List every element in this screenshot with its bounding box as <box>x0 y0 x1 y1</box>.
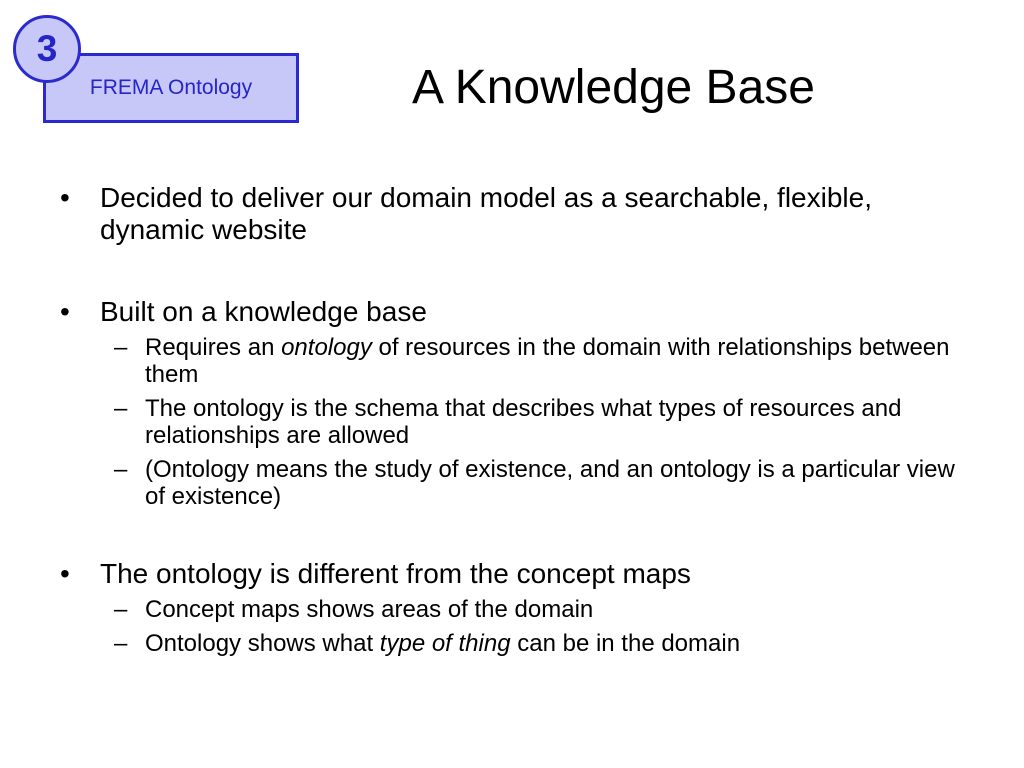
sub-marker: – <box>114 596 128 623</box>
sub-text: can be in the domain <box>510 630 741 657</box>
sub-item <box>100 596 980 623</box>
bullet-item <box>60 558 980 657</box>
sub-text: (Ontology means the study of existence, and an ontology is a particular view of existence) <box>145 456 955 510</box>
sub-item <box>100 334 980 388</box>
bullet-text: The ontology is different from the concept maps <box>100 558 691 589</box>
sub-text: The ontology is the schema that describes what types of resources and relationships are allowed <box>145 395 902 449</box>
bullet-list <box>60 182 980 657</box>
sub-emphasis: type of thing <box>379 630 511 657</box>
sub-marker: – <box>114 395 128 422</box>
bullet-text: Built on a knowledge base <box>100 296 427 327</box>
section-tag <box>43 53 299 123</box>
section-number-badge <box>13 15 81 83</box>
sub-text: Concept maps shows areas of the domain <box>145 596 594 623</box>
bullet-text: Decided to deliver our domain model as a searchable, flexible, dynamic website <box>100 182 872 245</box>
sub-item <box>100 456 980 510</box>
sub-item <box>100 395 980 449</box>
sub-text: of resources in the domain with relationships between them <box>145 334 950 388</box>
sub-emphasis: ontology <box>281 334 372 361</box>
bullet-marker: • <box>60 182 70 213</box>
section-label: FREMA Ontology <box>89 76 253 99</box>
sub-marker: – <box>114 334 128 361</box>
bullet-item <box>60 182 980 246</box>
sub-text: Ontology shows what <box>145 630 380 657</box>
sub-text: Requires an <box>145 334 282 361</box>
sub-marker: – <box>114 630 128 657</box>
sub-list <box>100 334 980 510</box>
section-number: 3 <box>36 28 58 69</box>
bullet-marker: • <box>60 558 70 589</box>
sub-item <box>100 630 980 657</box>
bullet-marker: • <box>60 296 70 327</box>
bullet-item <box>60 296 980 510</box>
sub-marker: – <box>114 456 128 483</box>
slide-title: A Knowledge Base <box>412 61 815 114</box>
sub-list <box>100 596 980 657</box>
